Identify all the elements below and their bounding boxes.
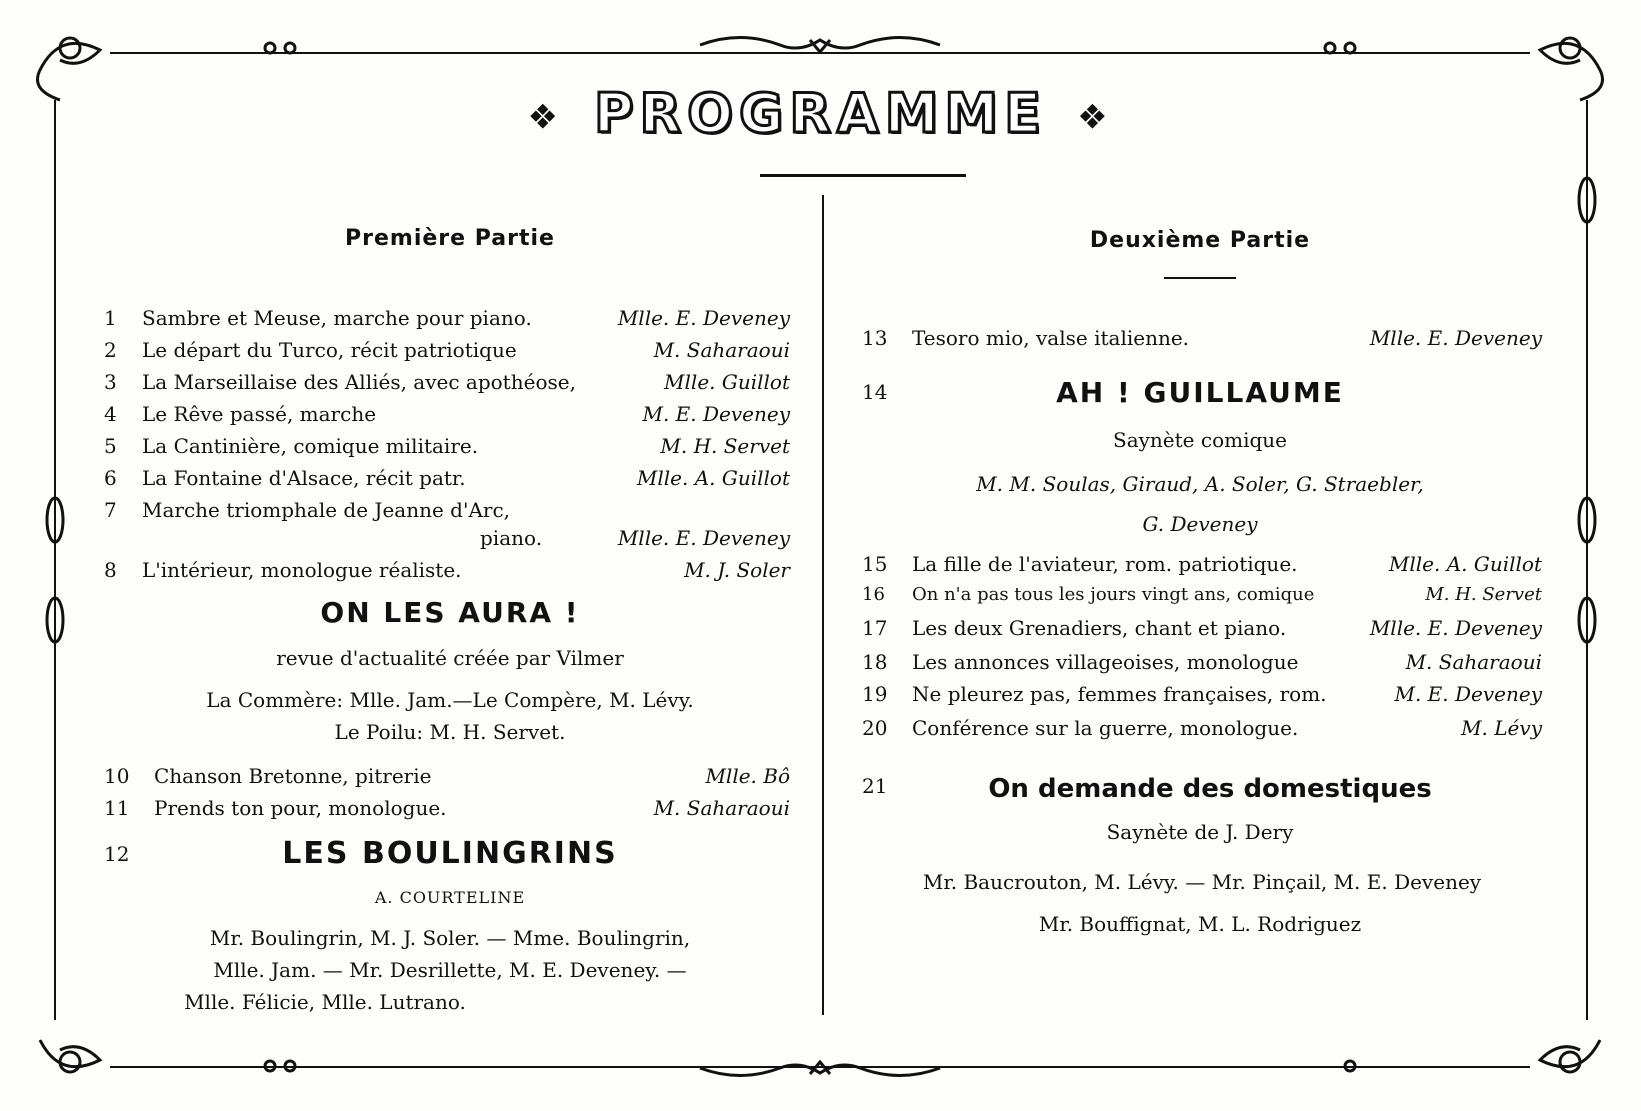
fleuron-right-icon: ❖ — [1077, 97, 1114, 138]
sketch-cast-2: G. Deveney — [1142, 512, 1258, 536]
play-number: 12 — [104, 842, 130, 866]
revue-subtitle: revue d'actualité créée par Vilmer — [276, 646, 624, 670]
play-author: A. COURTELINE — [374, 888, 526, 907]
sketch-number: 14 — [862, 380, 888, 404]
play-title-domestiques: On demande des domestiques — [988, 774, 1432, 804]
part-two-rule — [1164, 277, 1236, 279]
title-divider — [760, 174, 966, 177]
sketch-subtitle: Saynète comique — [1113, 428, 1287, 452]
revue-title: ON LES AURA ! — [320, 596, 580, 629]
play-subtitle: Saynète de J. Dery — [1106, 820, 1294, 844]
fleuron-left-icon: ❖ — [527, 97, 564, 138]
play-cast-line-1-right: Mr. Baucrouton, M. Lévy. — Mr. Pinçail, M. E. Deveney — [922, 870, 1482, 894]
part-one-heading: Première Partie — [345, 226, 555, 251]
revue-cast-line-1: La Commère: Mlle. Jam.—Le Compère, M. Lévy. — [206, 688, 694, 712]
play-cast-line-2-right: Mr. Bouffignat, M. L. Rodriguez — [1038, 912, 1362, 936]
page-title: ❖ PROGRAMME ❖ — [527, 82, 1114, 145]
play-cast-line-2: Mlle. Jam. — Mr. Desrillette, M. E. Deveney. — — [213, 958, 687, 982]
play-cast-line-1: Mr. Boulingrin, M. J. Soler. — Mme. Boulingrin, — [209, 926, 691, 950]
revue-cast-line-2: Le Poilu: M. H. Servet. — [334, 720, 566, 744]
play-title-boulingrins: LES BOULINGRINS — [282, 836, 618, 871]
part-two-heading: Deuxième Partie — [1089, 228, 1311, 253]
programme-page: ❖ PROGRAMME ❖ Première Partie 1 Sambre et Meuse, marche pour piano. Mlle. E. Deveney 2 Le départ du Turco, récit patriotique M. Saharaoui 3 La Marseillaise des Alliés, avec apothéose, Mlle. Guillot 4 Le Rêve passé, marche M. E. Deveney 5 La Cantinière, comique militaire. M. H. Servet 6 La Fontaine d'Alsace, récit patr. Mlle. A. Guillot 7 Marche triomphale de Jeanne d'Arc, piano. Mlle. E. Deveney 8 L'intérieur, monologue réaliste. M. J. Soler ON LES AURA ! revue d'actualité créée par Vilmer La Commère: Mlle. Jam.—Le Compère, M. Lévy. Le Poilu: M. H. Servet. 10 Chanson Bretonne, pitrerie Mlle. Bô 11 Prends ton pour, monologue. M. Saharaoui 12 LES BOULINGRINS A. COURTELINE Mr. Boulingrin, M. J. Soler. — Mme. Boulingrin, Mlle. Jam. — Mr. Desrillette, M. E. Deveney. — Mlle. Félicie, Mlle. Lutrano. Deuxième Partie 13 Tesoro mio, valse italienne. Mlle. E. Deveney 14 AH ! GUILLAUME Saynète comique M. M. Soulas, Giraud, A. Soler, G. Straebler, G. Deveney 15 La fille de l'aviateur, rom. patriotique. Mlle. A. Guillot 16 On n'a pas tous les jours vingt ans, comique M. H. Servet 17 Les deux Grenadiers, chant et piano. Mlle. E. Deveney 18 Les annonces villageoises, monologue M. Saharaoui 19 Ne pleurez pas, femmes françaises, rom. M. E. Deveney 20 Conférence sur la guerre, monologue. M. Lévy 21 On demande des domestiques Saynète de J. Dery Mr. Baucrouton, M. Lévy. — Mr. Pinçail, M. E. Deveney Mr. Bouffignat, M. L. Rodriguez — [0, 0, 1641, 1111]
sketch-cast: M. M. Soulas, Giraud, A. Soler, G. Straebler, — [976, 472, 1424, 496]
play-cast-line-3: Mlle. Félicie, Mlle. Lutrano. — [184, 990, 466, 1014]
play-number: 21 — [862, 774, 888, 798]
sketch-title: AH ! GUILLAUME — [1056, 376, 1344, 409]
column-divider — [822, 195, 824, 1015]
